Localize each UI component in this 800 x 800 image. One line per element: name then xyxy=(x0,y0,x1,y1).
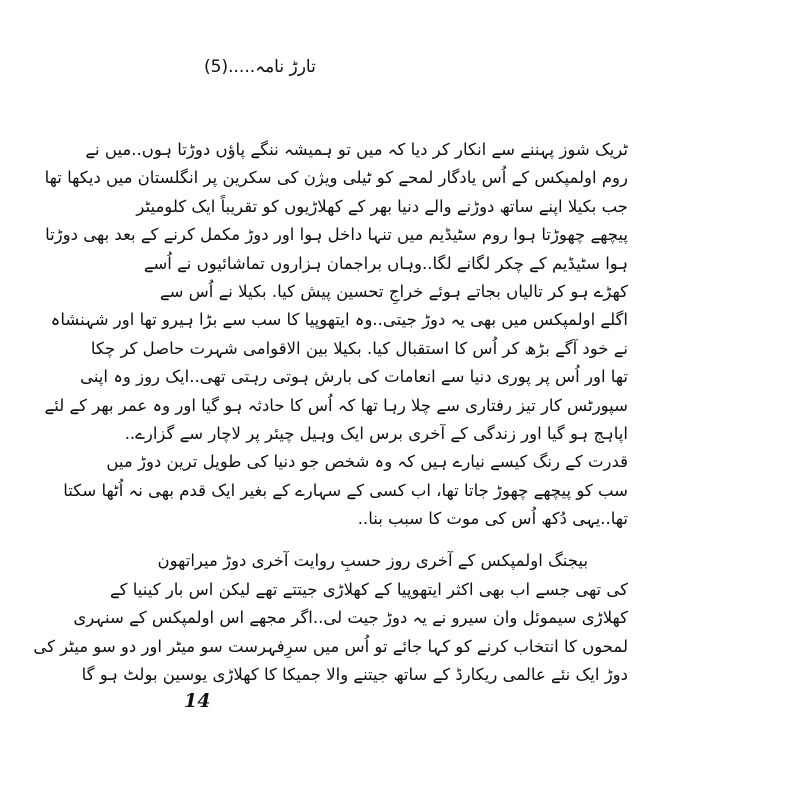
text-line: ہوا سٹیڈیم کے چکر لگانے لگا..وہاں براجمان ہزاروں تماشائیوں نے اُسے xyxy=(143,253,628,273)
text-line: کی تھی جسے اب بھی اکثر ایتھوپیا کے کھلاڑی جیتتے تھے لیکن اس بار کینیا کے xyxy=(109,579,628,599)
text-line: قدرت کے رنگ کیسے نیارے ہیں کہ وہ شخص جو دنیا کی طویل ترین دوڑ میں xyxy=(106,452,628,472)
text-line: کھلاڑی سیموئل وان سیرو نے یہ دوڑ جیت لی..اگر مجھے اس اولمپکس کے سنہری xyxy=(73,608,628,628)
text-line: ٹریک شوز پہننے سے انکار کر دیا کہ میں تو ہمیشہ ننگے پاؤں دوڑتا ہوں..میں نے xyxy=(85,140,628,159)
text-line: نے خود آگے بڑھ کر اُس کا استقبال کیا. بکیلا بین الاقوامی شہرت حاصل کر چکا xyxy=(90,338,628,358)
text-line: روم اولمپکس کے اُس یادگار لمحے کو ٹیلی ویژن کی سکرین پر انگلستان میں دیکھا تھا xyxy=(44,168,628,188)
text-line: اپاہج ہو گیا اور زندگی کے آخری برس ایک وہیل چیئر پر لاچار سے گزارے.. xyxy=(124,423,628,443)
text-line: اگلے اولمپکس میں بھی یہ دوڑ جیتی..وہ ایتھوپیا کا سب سے بڑا ہیرو تھا اور شہنشاہ xyxy=(50,310,628,330)
text-line: پیچھے چھوڑتا ہوا روم سٹیڈیم میں تنہا داخل ہوا اور دوڑ مکمل کرنے کے بعد بھی دوڑتا xyxy=(45,225,628,245)
text-line: تھا..یہی دُکھ اُس کی موت کا سبب بنا.. xyxy=(357,509,628,529)
page-body xyxy=(33,136,628,689)
text-line: سب کو پیچھے چھوڑ جاتا تھا، اب کسی کے سہارے کے بغیر ایک قدم بھی نہ اُٹھا سکتا xyxy=(63,480,628,500)
text-line: جب بکیلا اپنے ساتھ دوڑنے والے دنیا بھر کے کھلاڑیوں کو تقریباً ایک کلومیٹر xyxy=(136,196,628,216)
paragraph-1 xyxy=(44,136,628,533)
paragraph-gap xyxy=(180,533,628,547)
paragraph-2 xyxy=(33,547,628,689)
page-number: 14 xyxy=(184,690,211,712)
text-line: تھا اور اُس پر پوری دنیا سے انعامات کی بارش ہوتی رہتی تھی..ایک روز وہ اپنی xyxy=(80,367,628,387)
text-line: لمحوں کا انتخاب کرنے کو کہا جائے تو اُس میں سرِفہرست سو میٹر اور دو سو میٹر کی xyxy=(33,636,628,656)
text-line: دوڑ ایک نئے عالمی ریکارڈ کے ساتھ جیتنے والا جمیکا کا کھلاڑی یوسین بولٹ ہو گا xyxy=(81,665,628,685)
running-header: تارڑ نامہ.....(5) xyxy=(204,57,316,77)
text-line: سپورٹس کار تیز رفتاری سے چلا رہا تھا کہ اُس کا حادثہ ہو گیا اور وہ عمر بھر کے لئے xyxy=(44,395,628,415)
text-line: کھڑے ہو کر تالیاں بجاتے ہوئے خراجِ تحسین پیش کیا. بکیلا نے اُس سے xyxy=(159,281,628,301)
text-line: بیجنگ اولمپکس کے آخری روز حسبِ روایت آخری دوڑ میراتھون xyxy=(157,551,588,571)
